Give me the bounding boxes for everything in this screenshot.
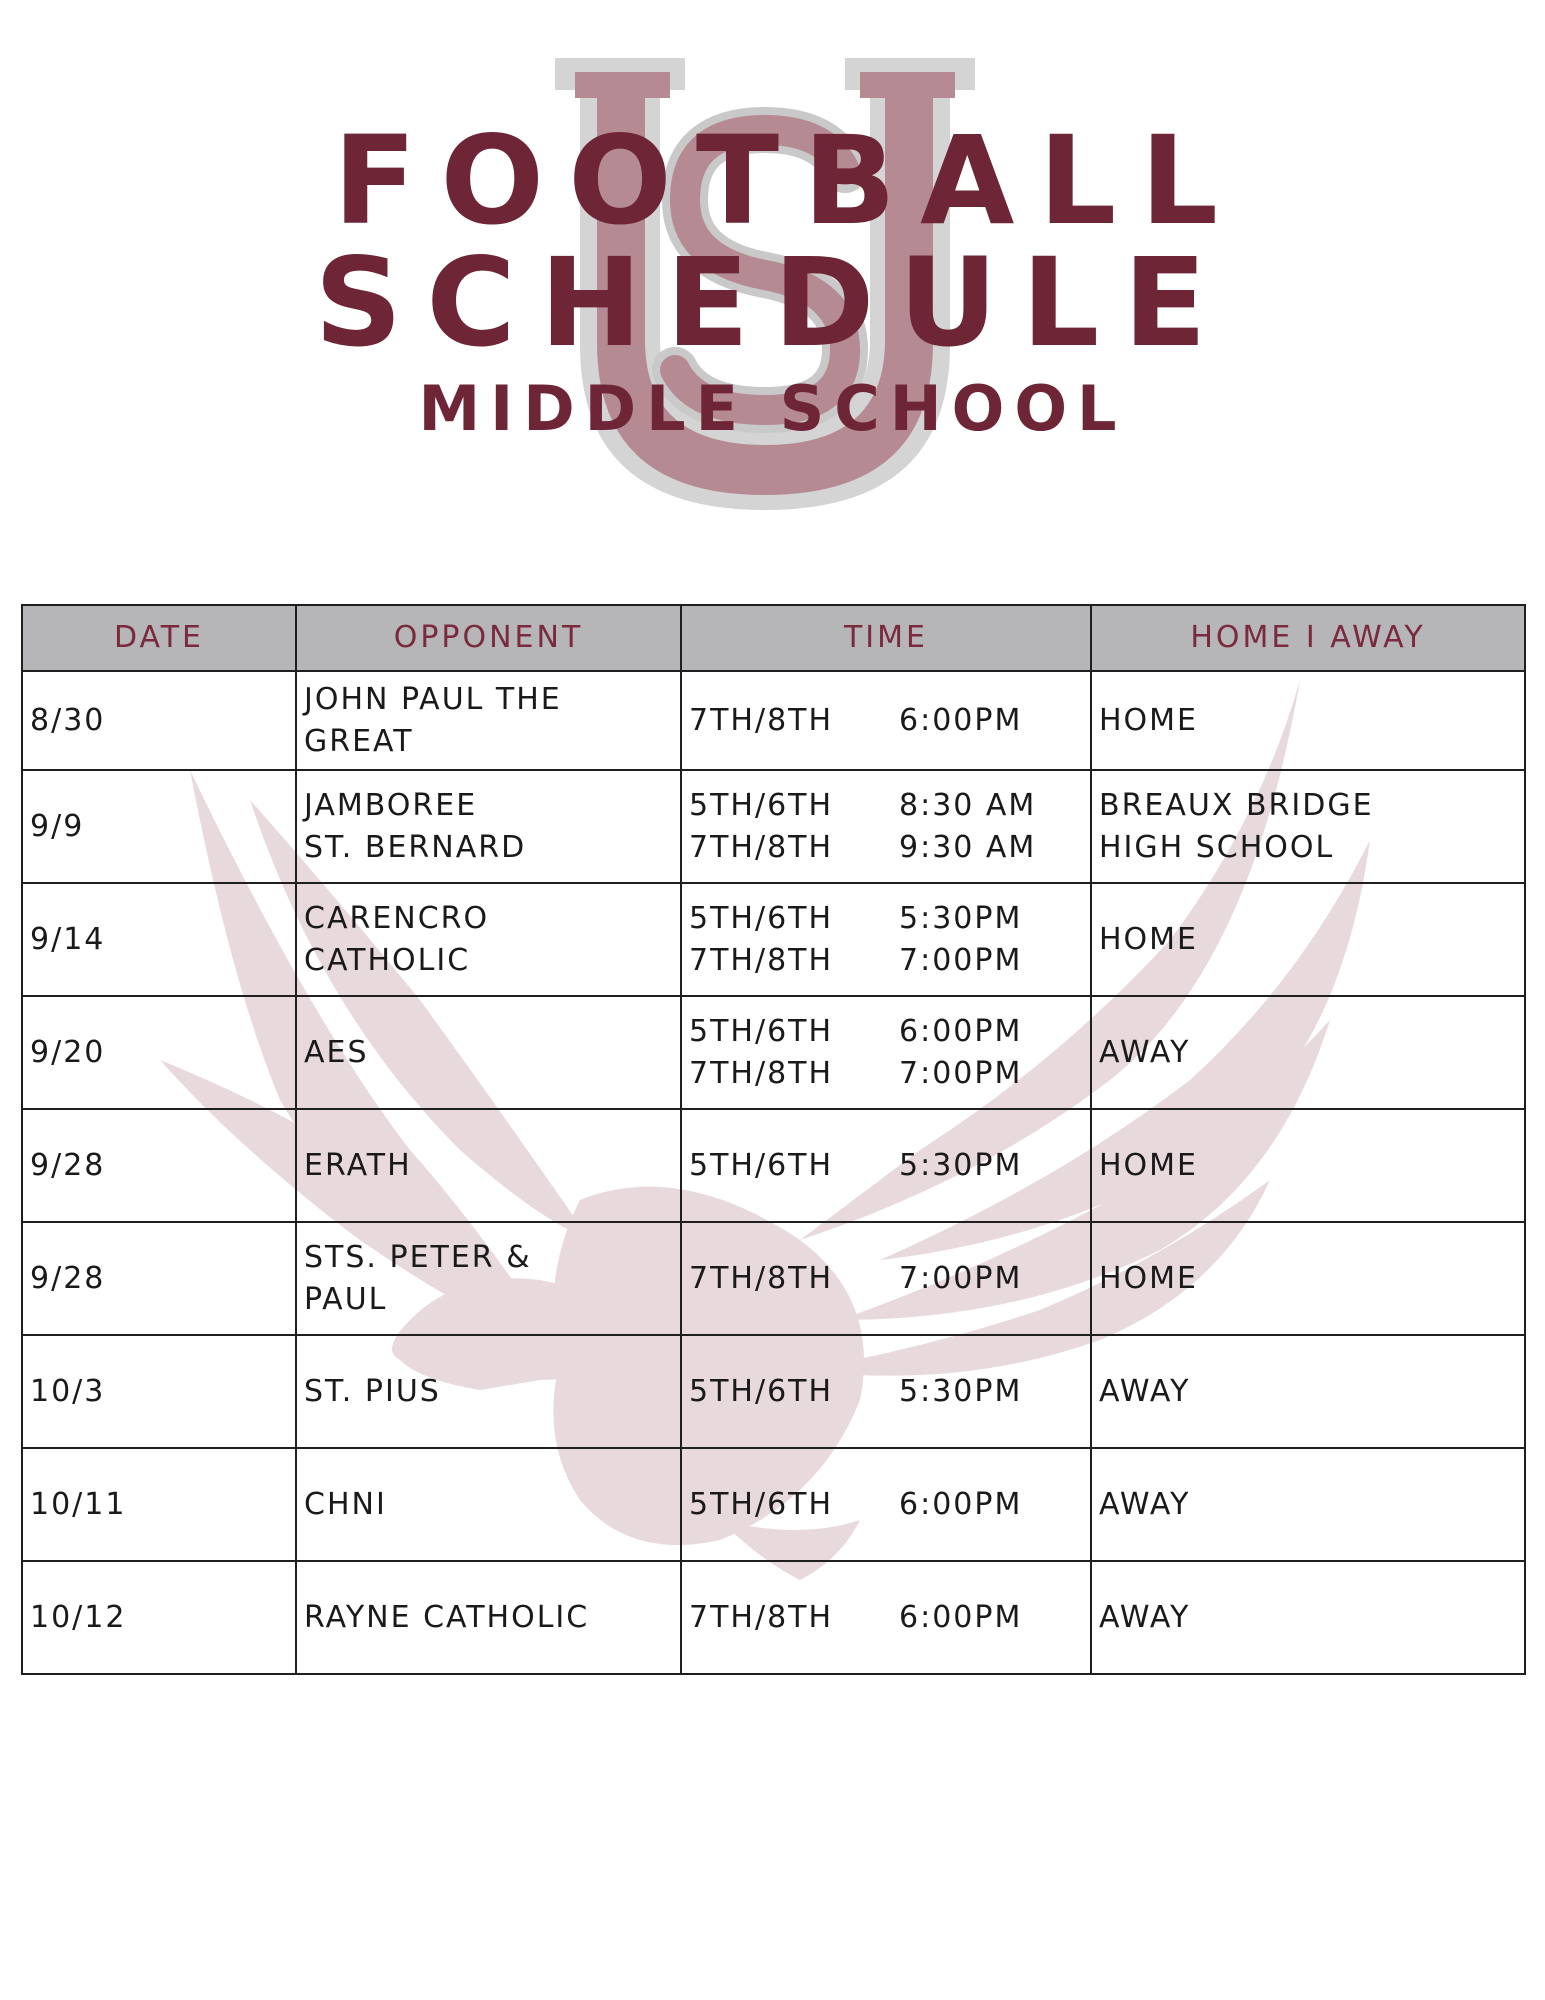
time-line — [689, 1145, 1083, 1187]
cell-date: 9/28 — [22, 1109, 296, 1222]
cell-date: 9/14 — [22, 883, 296, 996]
opponent-line: ST. PIUS — [304, 1373, 441, 1409]
cell-opponent — [296, 1222, 681, 1335]
kickoff-time: 7:00PM — [899, 942, 1023, 978]
cell-home-away — [1091, 1222, 1525, 1335]
grade-label: 7TH/8TH — [689, 942, 834, 978]
location-line: HOME — [1099, 1260, 1199, 1296]
table-row — [22, 770, 1525, 883]
time-line — [689, 898, 1083, 940]
cell-opponent — [296, 671, 681, 770]
opponent-line: CATHOLIC — [304, 942, 471, 978]
cell-date: 10/3 — [22, 1335, 296, 1448]
opponent-line: CHNI — [304, 1486, 387, 1522]
location-line: HOME — [1099, 1147, 1199, 1183]
table-row — [22, 996, 1525, 1109]
opponent-line: ERATH — [304, 1147, 412, 1183]
col-header-home-away: HOME I AWAY — [1091, 605, 1525, 671]
cell-time — [681, 671, 1091, 770]
time-line — [689, 827, 1083, 869]
table-row — [22, 671, 1525, 770]
cell-home-away — [1091, 1109, 1525, 1222]
time-line — [689, 1371, 1083, 1413]
cell-date: 9/20 — [22, 996, 296, 1109]
schedule-body — [22, 671, 1525, 1674]
title-football: FOOTBALL — [333, 110, 1242, 252]
kickoff-time: 6:00PM — [899, 702, 1023, 738]
grade-label: 7TH/8TH — [689, 1599, 834, 1635]
table-header-row — [22, 605, 1525, 671]
kickoff-time: 9:30 AM — [899, 829, 1037, 865]
cell-time — [681, 1561, 1091, 1674]
title-block — [0, 110, 1545, 445]
time-line — [689, 1053, 1083, 1095]
cell-date: 10/12 — [22, 1561, 296, 1674]
cell-home-away — [1091, 1335, 1525, 1448]
location-line: HIGH SCHOOL — [1099, 829, 1335, 865]
table-row — [22, 883, 1525, 996]
time-line — [689, 1597, 1083, 1639]
grade-label: 5TH/6TH — [689, 1373, 834, 1409]
cell-time — [681, 1109, 1091, 1222]
cell-time — [681, 883, 1091, 996]
cell-time — [681, 996, 1091, 1109]
cell-opponent — [296, 883, 681, 996]
cell-date: 8/30 — [22, 671, 296, 770]
col-header-time: TIME — [681, 605, 1091, 671]
opponent-line: ST. BERNARD — [304, 829, 527, 865]
opponent-line: JAMBOREE — [304, 787, 478, 823]
title-schedule: SCHEDULE — [314, 232, 1231, 374]
table-row — [22, 1109, 1525, 1222]
table-row — [22, 1335, 1525, 1448]
location-line: AWAY — [1099, 1373, 1191, 1409]
grade-label: 7TH/8TH — [689, 829, 834, 865]
kickoff-time: 6:00PM — [899, 1599, 1023, 1635]
time-line — [689, 940, 1083, 982]
cell-time — [681, 1448, 1091, 1561]
location-line: AWAY — [1099, 1034, 1191, 1070]
kickoff-time: 7:00PM — [899, 1055, 1023, 1091]
table-row — [22, 1222, 1525, 1335]
time-line — [689, 1484, 1083, 1526]
time-line — [689, 785, 1083, 827]
cell-time — [681, 1335, 1091, 1448]
cell-time — [681, 1222, 1091, 1335]
grade-label: 7TH/8TH — [689, 1260, 834, 1296]
cell-time — [681, 770, 1091, 883]
cell-home-away — [1091, 671, 1525, 770]
table-row — [22, 1561, 1525, 1674]
cell-home-away — [1091, 1448, 1525, 1561]
location-line: HOME — [1099, 921, 1199, 957]
cell-home-away — [1091, 996, 1525, 1109]
location-line: BREAUX BRIDGE — [1099, 787, 1374, 823]
cell-opponent — [296, 770, 681, 883]
opponent-line: RAYNE CATHOLIC — [304, 1599, 590, 1635]
cell-home-away — [1091, 1561, 1525, 1674]
grade-label: 5TH/6TH — [689, 1147, 834, 1183]
opponent-line: CARENCRO — [304, 900, 490, 936]
col-header-opponent: OPPONENT — [296, 605, 681, 671]
kickoff-time: 5:30PM — [899, 900, 1023, 936]
opponent-line: AES — [304, 1034, 369, 1070]
col-header-date: DATE — [22, 605, 296, 671]
cell-date: 9/28 — [22, 1222, 296, 1335]
grade-label: 7TH/8TH — [689, 702, 834, 738]
cell-opponent — [296, 1335, 681, 1448]
cell-opponent — [296, 1109, 681, 1222]
cell-home-away — [1091, 883, 1525, 996]
opponent-line: STS. PETER & — [304, 1239, 532, 1275]
location-line: HOME — [1099, 702, 1199, 738]
cell-opponent — [296, 996, 681, 1109]
cell-home-away — [1091, 770, 1525, 883]
cell-date: 9/9 — [22, 770, 296, 883]
grade-label: 5TH/6TH — [689, 900, 834, 936]
cell-date: 10/11 — [22, 1448, 296, 1561]
opponent-line: JOHN PAUL THE — [304, 681, 562, 717]
time-line — [689, 700, 1083, 742]
table-row — [22, 1448, 1525, 1561]
opponent-line: GREAT — [304, 723, 414, 759]
kickoff-time: 5:30PM — [899, 1373, 1023, 1409]
location-line: AWAY — [1099, 1486, 1191, 1522]
kickoff-time: 6:00PM — [899, 1013, 1023, 1049]
grade-label: 5TH/6TH — [689, 1013, 834, 1049]
time-line — [689, 1258, 1083, 1300]
kickoff-time: 6:00PM — [899, 1486, 1023, 1522]
time-line — [689, 1011, 1083, 1053]
kickoff-time: 7:00PM — [899, 1260, 1023, 1296]
kickoff-time: 8:30 AM — [899, 787, 1037, 823]
opponent-line: PAUL — [304, 1281, 388, 1317]
subtitle-middle-school: MIDDLE SCHOOL — [418, 372, 1127, 445]
grade-label: 5TH/6TH — [689, 1486, 834, 1522]
cell-opponent — [296, 1448, 681, 1561]
kickoff-time: 5:30PM — [899, 1147, 1023, 1183]
schedule-table — [21, 604, 1526, 1675]
grade-label: 5TH/6TH — [689, 787, 834, 823]
location-line: AWAY — [1099, 1599, 1191, 1635]
cell-opponent — [296, 1561, 681, 1674]
grade-label: 7TH/8TH — [689, 1055, 834, 1091]
